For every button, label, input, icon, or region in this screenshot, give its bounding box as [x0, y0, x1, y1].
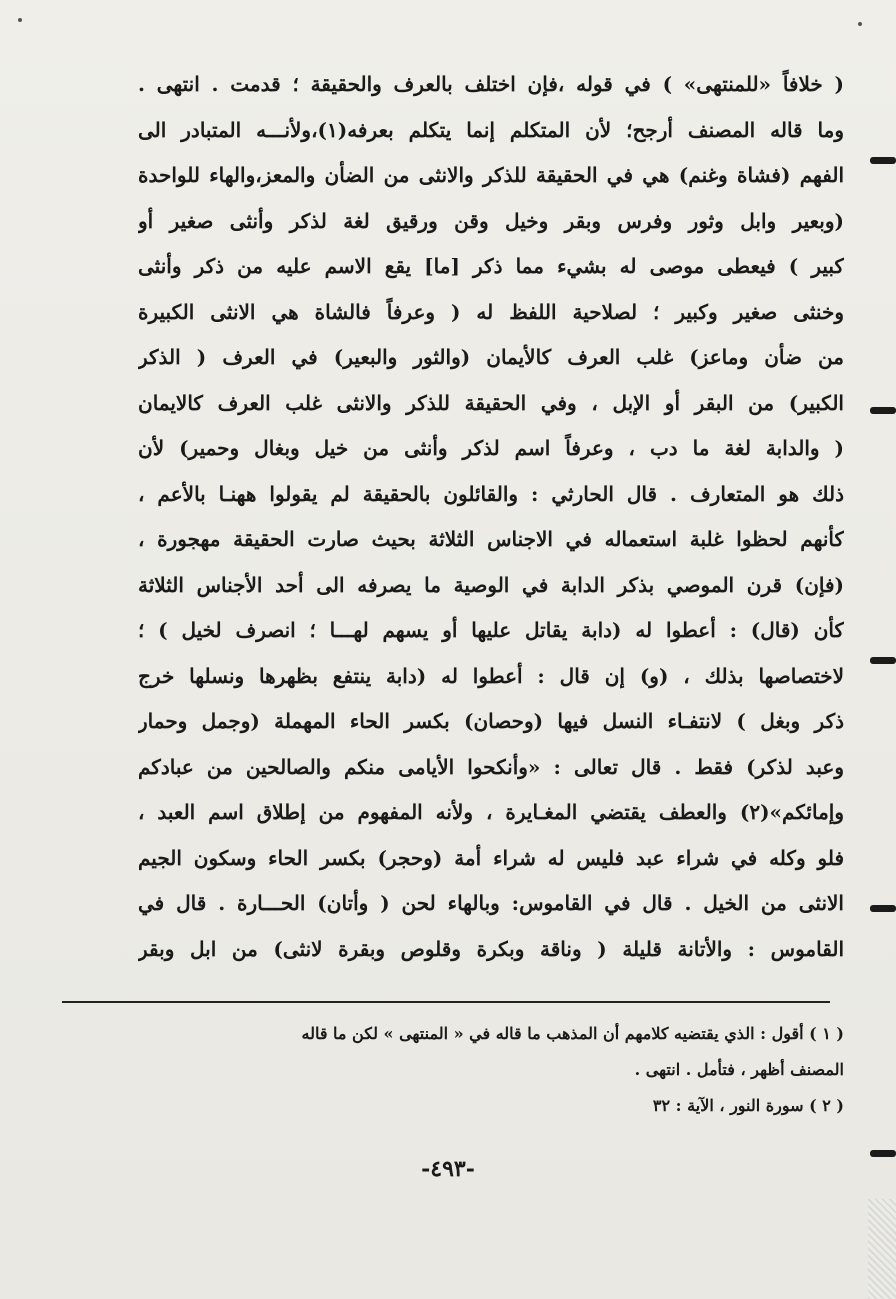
body-line: الكبير) من البقر أو الإبل ، وفي الحقيقة للذكر والانثى غلب العرف كالايمان [138, 390, 844, 415]
footnotes [138, 1016, 844, 1124]
body-line: الفهم (فشاة وغنم) هي في الحقيقة للذكر والانثى من الضأن والمعز،والهاء للواحدة [138, 163, 844, 187]
scan-edge-noise [868, 1199, 896, 1299]
body-line: لاختصاصها بذلك ، (و) إن قال : أعطوا له (دابة ينتفع بظهرها ونسلها خرج [138, 663, 844, 688]
body-line: وعبد لذكر) فقط . قال تعالى : «وأنكحوا الأيامى منكم والصالحين من عبادكم [138, 754, 844, 779]
body-line: وإمائكم»(٢) والعطف يقتضي المغـايرة ، ولأنه المفهوم من إطلاق اسم العبد ، [138, 800, 844, 824]
binding-mark [870, 1150, 896, 1157]
body-line: كبير ) فيعطى موصى له بشيء مما ذكر [ما] يقع الاسم عليه من ذكر وأنثى [138, 254, 844, 278]
binding-mark [870, 407, 896, 414]
body-line: وخنثى صغير وكبير ؛ لصلاحية اللفظ له ( وعرفاً فالشاة هي الانثى الكبيرة [138, 299, 844, 324]
body-line: من ضأن وماعز) غلب العرف كالأيمان (والثور والبعير) في العرف ( الذكر [138, 345, 844, 369]
binding-mark [870, 657, 896, 664]
binding-mark [870, 157, 896, 164]
body-line: وما قاله المصنف أرجح؛ لأن المتكلم إنما يتكلم بعرفه(١)،ولأنـــه المتبادر الى [138, 117, 844, 142]
binding-mark [870, 905, 896, 912]
body-line: فلو وكله في شراء عبد فليس له شراء أمة (وحجر) بكسر الحاء وسكون الجيم [138, 845, 844, 870]
body-line: كأنهم لحظوا غلبة استعماله في الاجناس الثلاثة بحيث صارت الحقيقة مهجورة ، [138, 527, 844, 551]
footnote-divider [62, 1001, 830, 1003]
body-text [138, 62, 844, 972]
body-line: (وبعير وابل وثور وفرس وبقر وخيل وقن ورقيق لغة لذكر وأنثى صغير أو [138, 208, 844, 233]
body-line: ( والدابة لغة ما دب ، وعرفاً اسم لذكر وأنثى من خيل وبغال وحمير) لأن [138, 436, 844, 460]
footnote-line: ( ٢ ) سورة النور ، الآية : ٣٢ [652, 1096, 844, 1115]
body-line: ( خلافاً «للمنتهى» ) في قوله ،فإن اختلف بالعرف والحقيقة ؛ قدمت . انتهى . [138, 72, 844, 96]
footnote-line: المصنف أظهر ، فتأمل . انتهى . [634, 1060, 844, 1079]
body-line: (فإن) قرن الموصي بذكر الدابة في الوصية ما يصرفه الى أحد الأجناس الثلاثة [138, 572, 844, 597]
scan-speck [858, 22, 862, 26]
footnote-line: ( ١ ) أقول : الذي يقتضيه كلامهم أن المذهب ما قاله في « المنتهى » لكن ما قاله [301, 1024, 844, 1043]
scan-speck [18, 18, 22, 22]
body-line: ذكر وبغل ) لانتفـاء النسل فيها (وحصان) بكسر الحاء المهملة (وجمل وحمار [138, 709, 844, 733]
page-number: -٤٩٣- [421, 1156, 475, 1182]
body-line: كأن (قال) : أعطوا له (دابة يقاتل عليها أو يسهم لهـــا ؛ انصرف لخيل ) ؛ [138, 618, 844, 642]
body-line: ذلك هو المتعارف . قال الحارثي : والقائلون بالحقيقة لم يقولوا ههنـا بالأعم ، [138, 481, 844, 506]
body-line: القاموس : والأتانة قليلة ( وناقة وبكرة وقلوص وبقرة لانثى) من ابل وبقر [138, 936, 844, 961]
body-line: الانثى من الخيل . قال في القاموس: وبالهاء لحن ( وأتان) الحـــارة . قال في [138, 891, 844, 915]
